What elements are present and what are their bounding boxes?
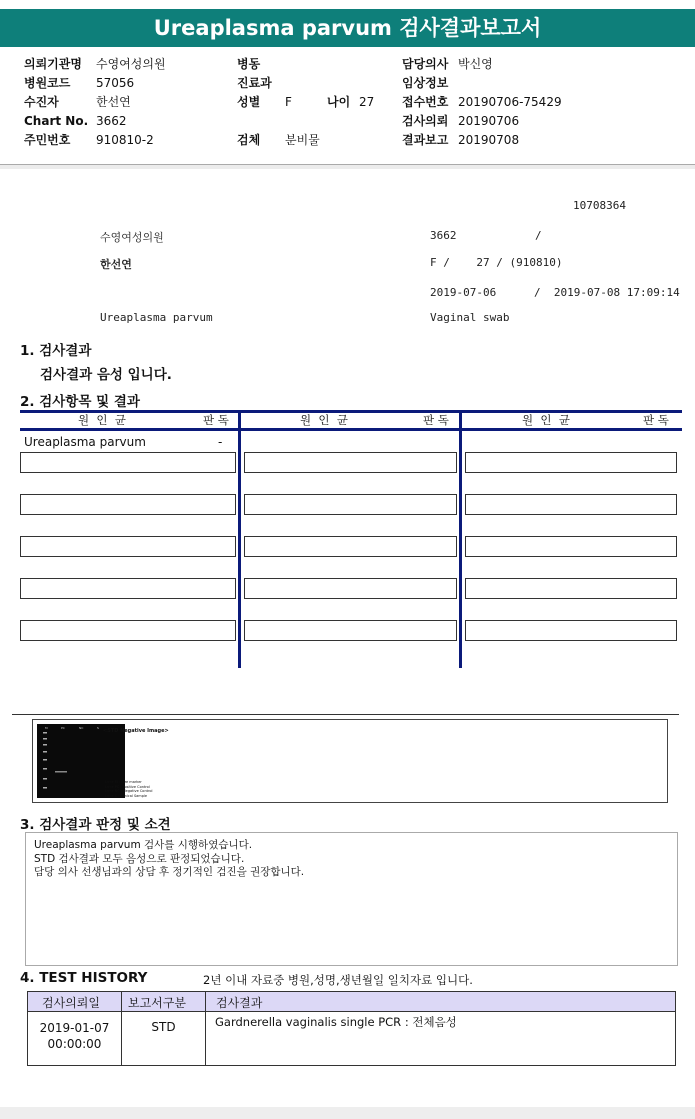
header-col1 (24, 55, 166, 150)
svg-text:NC: NC (79, 726, 84, 730)
gel-legend-item: Lane NC : Negative Control (105, 789, 153, 793)
item-name: Ureaplasma parvum (24, 435, 146, 449)
dept-label: 진료과 (237, 76, 272, 90)
chart-label: Chart No. (24, 114, 89, 128)
opinion-line: STD 검사결과 모두 음성으로 판정되었습니다. (34, 852, 245, 865)
sex-value: F (285, 95, 292, 109)
history-note: 2년 이내 자료중 병원,성명,생년월일 일치자료 입니다. (203, 973, 473, 987)
gel-legend-item: Lane S : Clinical Sample (105, 793, 148, 798)
patient-value: 한선연 (96, 95, 131, 109)
header-row-chart (24, 112, 166, 131)
svg-text:S: S (97, 726, 99, 730)
opinion-line: 담당 의사 선생님과의 상담 후 정기적인 검진을 권장합니다. (34, 866, 305, 878)
info-received: 2019-07-06 (430, 286, 497, 299)
header-col2 (237, 55, 374, 150)
history-header-result: 검사결과 (216, 996, 263, 1010)
header-row-resident-id (24, 131, 166, 150)
hospital-code-label: 병원코드 (24, 76, 71, 90)
specimen-label: 검체 (237, 133, 261, 147)
section4-heading: 4. TEST HISTORY (20, 970, 148, 986)
info-reported: / 2019-07-08 17:09:14 (534, 286, 680, 299)
empty-result-box (465, 578, 677, 599)
report-number: 10708364 (573, 199, 626, 212)
opinion-box (25, 832, 678, 966)
info-chart: 3662 (430, 229, 457, 242)
request-date-label: 검사의뢰 (402, 114, 449, 128)
history-date: 2019-01-07 (39, 1021, 110, 1035)
empty-result-box (244, 494, 457, 515)
doctor-value: 박신영 (458, 57, 493, 71)
history-row-type: STD (151, 1020, 176, 1034)
chart-value: 3662 (96, 114, 127, 128)
empty-result-box (465, 620, 677, 641)
gel-legend-item: Lane PC : Positive Control (105, 784, 150, 789)
clinic-value: 수영여성의원 (96, 57, 166, 71)
history-col-divider (205, 992, 206, 1065)
empty-result-box (20, 536, 236, 557)
empty-result-box (465, 536, 677, 557)
section3-heading: 3. 검사결과 판정 및 소견 (20, 817, 171, 833)
ward-label: 병동 (237, 57, 261, 71)
info-sex-age: F / 27 / (910810) (430, 256, 563, 269)
header-row-hospital-code (24, 74, 166, 93)
empty-result-box (244, 536, 457, 557)
age-value: 27 (359, 95, 375, 109)
report-title: Ureaplasma parvum 검사결과보고서 (0, 9, 695, 47)
empty-result-box (20, 494, 236, 515)
clinic-label: 의뢰기관명 (24, 57, 82, 71)
gel-legend (105, 780, 153, 798)
opinion-line: Ureaplasma parvum 검사를 시행하였습니다. (34, 839, 253, 851)
history-row-result: Gardnerella vaginalis single PCR : 전체음성 (215, 1015, 457, 1029)
section1-result: 검사결과 음성 입니다. (40, 367, 172, 383)
request-date-value: 20190706 (458, 114, 520, 128)
header-shadow (0, 165, 695, 169)
section-divider (12, 714, 679, 715)
section1-heading: 1. 검사결과 (20, 343, 92, 359)
table-header-col1-pathogen: 원 인 균 (78, 413, 126, 427)
empty-result-box (244, 452, 457, 473)
table-header-col1-result: 판 독 (203, 413, 229, 427)
table-header-col3-result: 판 독 (643, 413, 669, 427)
svg-text:M: M (45, 726, 48, 730)
table-col-divider-2 (459, 410, 462, 668)
history-table (27, 991, 676, 1066)
svg-text:PC: PC (61, 726, 65, 730)
age-label: 나이 (327, 95, 351, 109)
patient-label: 수진자 (24, 95, 59, 109)
gel-image-panel (32, 719, 668, 803)
info-test: Ureaplasma parvum (100, 311, 213, 324)
info-patient: 한선연 (100, 258, 132, 271)
report-date-value: 20190708 (458, 133, 520, 147)
sex-label: 성별 (237, 95, 261, 109)
header-col3 (402, 55, 562, 150)
info-specimen: Vaginal swab (430, 311, 510, 324)
specimen-value: 분비물 (285, 133, 320, 147)
history-header-date: 검사의뢰일 (42, 996, 100, 1010)
empty-result-box (465, 494, 677, 515)
header-row-clinic (24, 55, 166, 74)
report-date-label: 결과보고 (402, 133, 449, 147)
history-table-header (28, 992, 675, 1012)
table-col-divider-1 (238, 410, 241, 668)
clinical-info-label: 임상정보 (402, 76, 449, 90)
empty-result-box (20, 452, 236, 473)
empty-result-box (20, 620, 236, 641)
table-header-rule (20, 428, 682, 431)
section2-heading: 2. 검사항목 및 결과 (20, 394, 140, 410)
gel-legend-item: Lane M : Size marker (105, 780, 142, 784)
receipt-no-label: 접수번호 (402, 95, 449, 109)
receipt-no-value: 20190706-75429 (458, 95, 562, 109)
resident-id-value: 910810-2 (96, 133, 154, 147)
table-header-col2-result: 판 독 (423, 413, 449, 427)
empty-result-box (244, 620, 457, 641)
page-bottom-band (0, 1107, 695, 1119)
empty-result-box (244, 578, 457, 599)
header-row-patient (24, 93, 166, 112)
history-header-type: 보고서구분 (128, 996, 186, 1010)
history-time: 00:00:00 (47, 1037, 102, 1051)
empty-result-box (20, 578, 236, 599)
gel-caption: <STD Negative Image> (103, 728, 169, 734)
table-header-col2-pathogen: 원 인 균 (300, 413, 348, 427)
hospital-code-value: 57056 (96, 76, 135, 90)
info-clinic: 수영여성의원 (100, 231, 164, 244)
item-result: - (218, 435, 223, 449)
info-chart-sep: / (535, 229, 542, 242)
resident-id-label: 주민번호 (24, 133, 71, 147)
table-header-col3-pathogen: 원 인 균 (522, 413, 570, 427)
doctor-label: 담당의사 (402, 57, 449, 71)
empty-result-box (465, 452, 677, 473)
history-row-date (28, 1020, 121, 1052)
